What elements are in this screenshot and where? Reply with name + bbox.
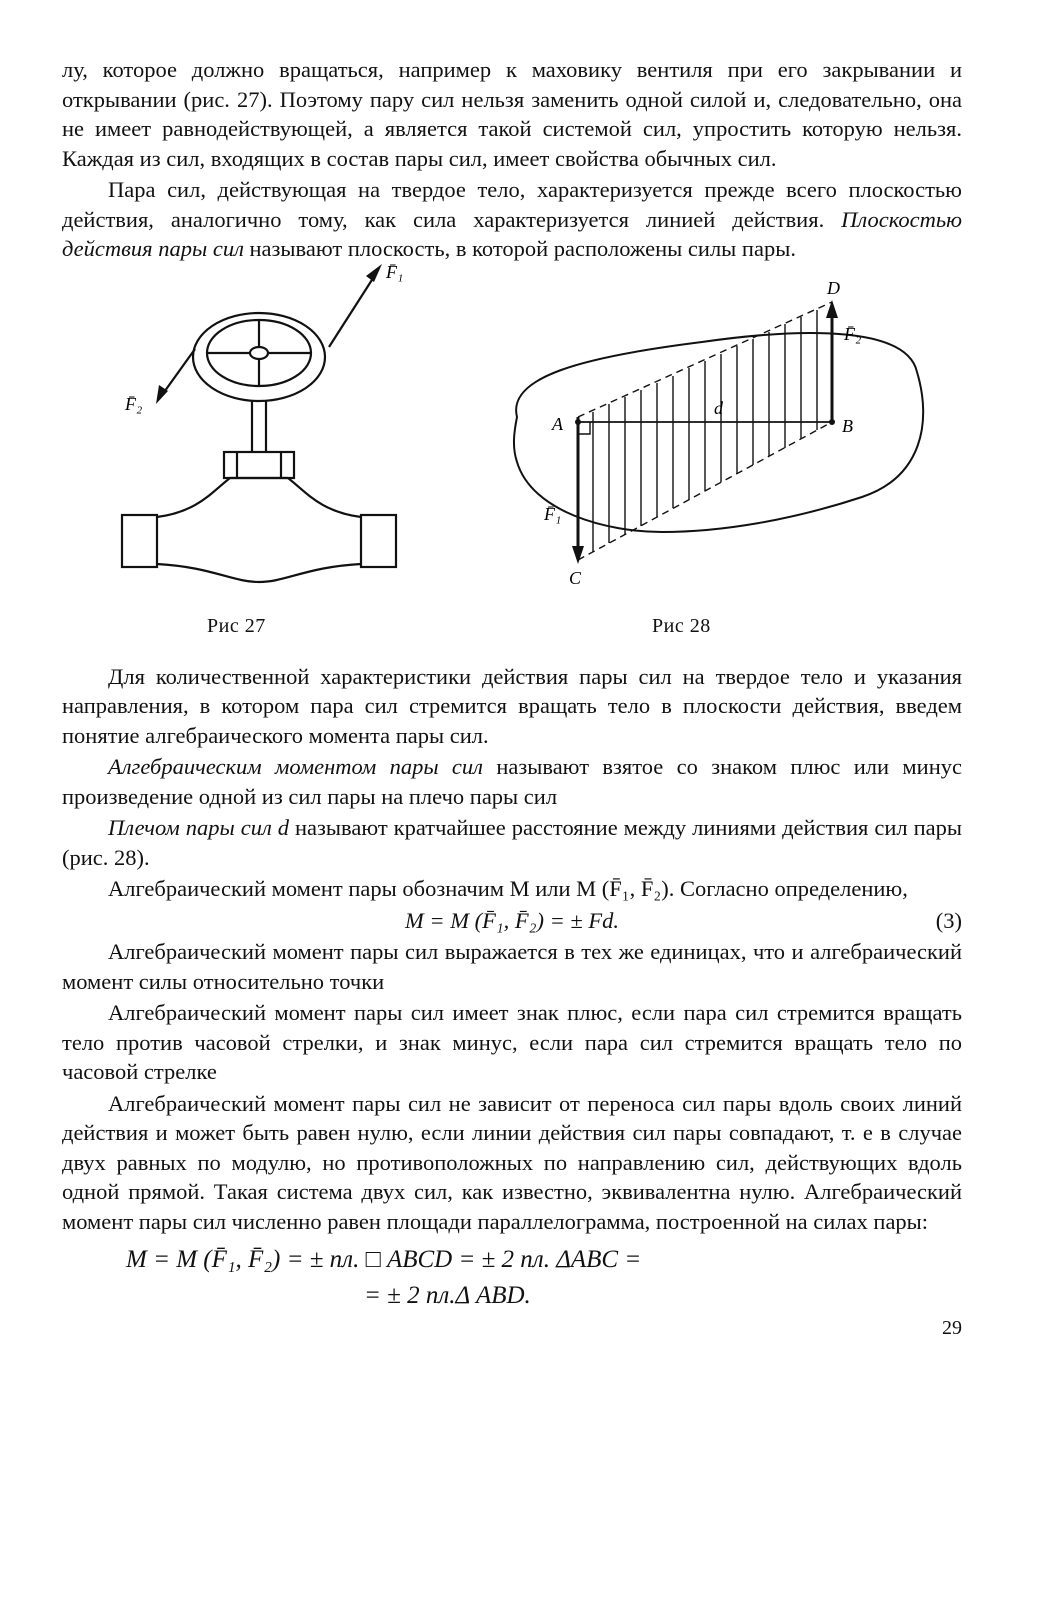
- fig28-caption: Рис 28: [652, 614, 711, 637]
- paragraph-notation: Алгебраический момент пары обозначим M или M (F̄₁, F̄₂). Согласно определению,: [108, 876, 908, 901]
- formula-area-line-2: = ± 2 пл.Δ ABD.: [364, 1282, 531, 1309]
- paragraph-continuation: лу, которое должно вращаться, например к маховику вентиля при его закрывании и открывании (рис. 27). Поэтому пару сил нельзя заменить одной силой и, следовательно, она не имеет равнодействующей, а является такой системой сил, упростить которую нельзя. Каждая из сил, входящих в состав пары сил, имеет свойства обычных сил.: [62, 57, 962, 171]
- formula-area-line-1: M = M (F̄₁, F̄₂) = ± пл. □ ABCD = ± 2 пл. ΔABC =: [126, 1246, 642, 1273]
- fig27-caption: Рис 27: [207, 614, 266, 637]
- formula-3-number: (3): [935, 907, 962, 933]
- p5-text: называют кратчайшее расстояние между линиями действия сил пары (рис. 28).: [62, 815, 962, 870]
- fig28-label-c: C: [569, 567, 582, 588]
- fig28-label-a: A: [552, 413, 563, 434]
- paragraph-independence: Алгебраический момент пары сил не зависит от переноса сил пары вдоль своих линий действия и может быть равен нулю, если линии действия сил пары совпадают, т. е в случае двух равных по модулю, но противоположных по направлению сил, действующих вдоль одной прямой. Такая система двух сил, как известно, эквивалентна нулю. Алгебраический момент пары сил численно равен площади параллелограмма, построенной на силах пары:: [62, 1090, 962, 1234]
- figures-drawing: [62, 261, 962, 612]
- p4-text: называют взятое со знаком плюс или минус произведение одной из сил пары на плечо пары сил: [62, 754, 962, 809]
- formula-3: [62, 906, 962, 936]
- paragraph-plane-of-action: [62, 175, 962, 264]
- paragraph-units: Алгебраический момент пары сил выражается в тех же единицах, что и алгебраический момент силы относительно точки: [62, 939, 962, 994]
- term-plane-of-action: Плоскостью действия пары сил: [62, 206, 962, 261]
- fig28-label-f2: F̄₂: [844, 323, 862, 344]
- fig27-valve: [122, 272, 396, 582]
- fig27-label-f2: F̄₂: [125, 393, 143, 414]
- figures-row: [62, 261, 962, 662]
- fig28-label-b: B: [842, 415, 853, 436]
- fig28-label-arm: d: [714, 397, 723, 418]
- fig28-label-f1: F̄₁: [544, 503, 562, 524]
- book-page: [62, 55, 962, 1344]
- formula-3-row: [62, 906, 962, 936]
- paragraph-arm-def: [62, 813, 962, 872]
- fig28-arrowhead-f1: [572, 546, 584, 564]
- fig28-body: [514, 333, 923, 532]
- fig27-arrowhead-f1: [366, 264, 382, 282]
- footer: [62, 1314, 962, 1344]
- p2-text-a: Пара сил, действующая на твердое тело, характеризуется прежде всего плоскостью действия, аналогично тому, как сила характеризуется линией действия.: [62, 177, 962, 232]
- page-number: 29: [942, 1317, 962, 1339]
- term-arm: Плечом пары сил d: [108, 815, 290, 840]
- fig28-arrowhead-f2: [826, 300, 838, 318]
- formula-3-text: M = M (F̄₁, F̄₂) = ± Fd.: [405, 907, 619, 933]
- p2-text-b: называют плоскость, в которой расположены силы пары.: [243, 236, 796, 261]
- fig28-label-d: D: [827, 277, 840, 298]
- paragraph-sign-rule: Алгебраический момент пары сил имеет знак плюс, если пара сил стремится вращать тело против часовой стрелки, и знак минус, если пара сил стремится вращать тело по часовой стрелке: [62, 1000, 962, 1084]
- term-algebraic-moment: Алгебраическим моментом пары сил: [108, 754, 483, 779]
- formula-area: [62, 1242, 962, 1314]
- paragraph-quantitative: Для количественной характеристики действия пары сил на твердое тело и указания направления, в котором пара сил стремится вращать тело в плоскости действия, введем понятие алгебраического момента пары сил.: [62, 663, 962, 748]
- fig27-label-f1: F̄₁: [386, 261, 404, 282]
- paragraph-algebraic-moment-def: [62, 752, 962, 811]
